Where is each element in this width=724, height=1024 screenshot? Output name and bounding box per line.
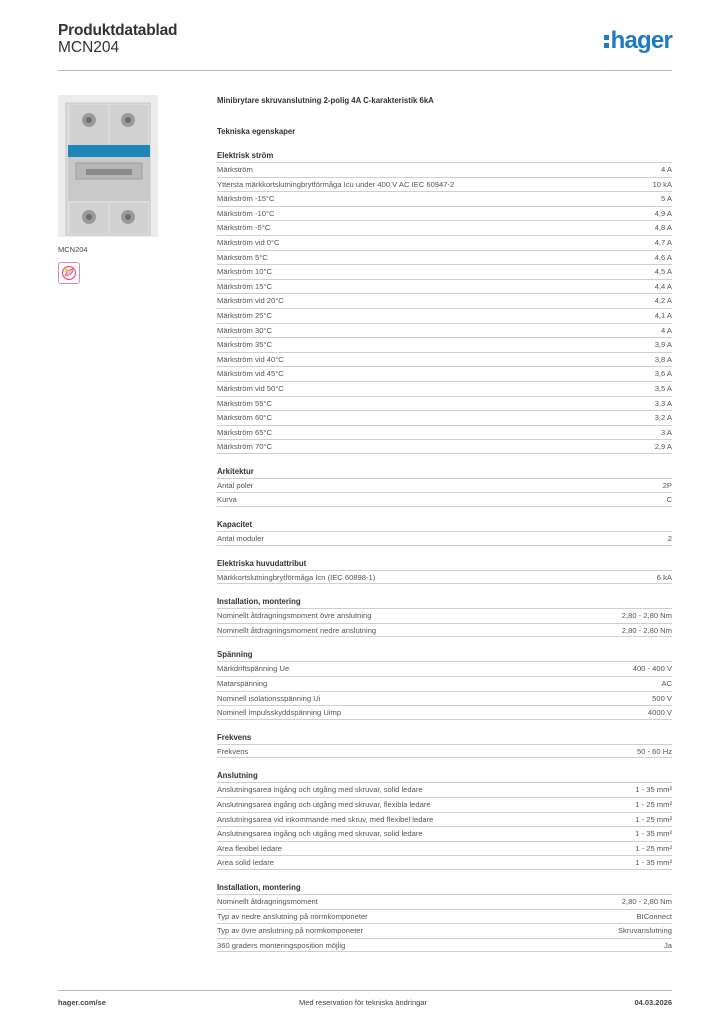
spec-value: 2,80 - 2,80 Nm [621, 611, 672, 621]
spec-row [217, 191, 672, 206]
spec-label: Nominellt åtdragningsmoment [217, 896, 318, 906]
spec-row [217, 492, 672, 507]
spec-row [217, 661, 672, 676]
spec-label: Anslutningsarea ingång och utgång med skruvar, flexibla ledare [217, 800, 431, 809]
spec-value: 4,8 A [654, 223, 672, 233]
spec-label: Antal moduler [217, 534, 264, 544]
spec-value: 500 V [652, 693, 672, 703]
spec-row [217, 923, 672, 938]
spec-section [217, 649, 672, 719]
spec-label: Antal poler [217, 480, 254, 490]
spec-row [217, 162, 672, 177]
spec-sections [217, 150, 672, 952]
spec-value: 4,5 A [654, 267, 672, 277]
spec-value: Skruvanslutning [617, 926, 672, 936]
spec-row [217, 909, 672, 924]
spec-label: Märkström -10°C [217, 208, 275, 218]
spec-label: Märkström vid 50°C [217, 383, 284, 393]
spec-label: Märkström 5°C [217, 252, 268, 262]
spec-row [217, 439, 672, 454]
spec-label: Typ av nedre anslutning på normkomponeter [217, 911, 368, 921]
document-title: Produktdatablad [58, 22, 178, 39]
spec-row [217, 676, 672, 691]
spec-label: Märkström 55°C [217, 398, 272, 408]
spec-row [217, 410, 672, 425]
spec-value: 3,8 A [654, 354, 672, 364]
spec-row [217, 308, 672, 323]
spec-label: Märkström 60°C [217, 413, 272, 423]
section-title: Installation, montering [217, 882, 301, 892]
spec-section [217, 732, 672, 759]
header-divider [58, 70, 672, 71]
spec-row [217, 797, 672, 812]
spec-row [217, 323, 672, 338]
section-title: Anslutning [217, 771, 258, 781]
spec-label: Anslutningsarea vid inkommande med skruv, med flexibel ledare [217, 814, 434, 824]
section-title: Installation, montering [217, 597, 301, 607]
spec-value: 4,6 A [654, 252, 672, 262]
spec-row [217, 782, 672, 797]
spec-section [217, 558, 672, 585]
spec-label: Area flexibel ledare [217, 843, 283, 853]
spec-value: 4 A [661, 165, 672, 174]
spec-section [217, 150, 672, 454]
spec-row [217, 691, 672, 706]
spec-value: 50 - 60 Hz [636, 746, 672, 756]
spec-row [217, 381, 672, 396]
spec-label: Märkström 65°C [217, 427, 272, 437]
spec-table [217, 782, 672, 870]
section-title: Elektrisk ström [217, 151, 274, 160]
spec-value: 3,6 A [654, 369, 672, 379]
product-sidebar [58, 95, 158, 284]
spec-label: Nominellt åtdragningsmoment övre anslutning [217, 611, 372, 621]
spec-label: Märkström vid 0°C [217, 237, 280, 247]
spec-value: C [666, 495, 672, 505]
spec-value: 2,9 A [654, 442, 672, 452]
product-code: MCN204 [58, 39, 120, 56]
specs-title: Tekniska egenskaper [217, 127, 296, 136]
spec-value: 4 A [661, 325, 672, 335]
spec-label: Märkström 10°C [217, 267, 272, 277]
spec-row [217, 220, 672, 235]
spec-label: Märkström 30°C [217, 325, 272, 335]
spec-row [217, 855, 672, 870]
spec-row [217, 337, 672, 352]
spec-row [217, 279, 672, 294]
spec-label: Anslutningsarea ingång och utgång med skruvar, solid ledare [217, 829, 423, 839]
spec-value: 4,9 A [654, 208, 672, 218]
spec-value: 3,5 A [654, 383, 672, 393]
spec-label: Märkström vid 40°C [217, 354, 284, 364]
spec-table [217, 162, 672, 454]
spec-section [217, 596, 672, 637]
eco-leaf-icon [61, 265, 77, 281]
spec-value: Ja [663, 940, 672, 950]
spec-label: Area solid ledare [217, 858, 274, 868]
spec-label: Märkkortslutningbrytförmåga Icn (IEC 60898-1) [217, 572, 376, 582]
spec-row [217, 425, 672, 440]
environment-product-badge-icon [58, 262, 80, 284]
spec-row [217, 623, 672, 638]
product-name: Minibrytare skruvanslutning 2-polig 4A C-karakteristik 6kA [217, 96, 434, 105]
spec-section [217, 466, 672, 507]
spec-row [217, 812, 672, 827]
spec-table [217, 531, 672, 546]
spec-row [217, 744, 672, 759]
spec-value: 1 - 25 mm² [635, 843, 672, 853]
product-caption: MCN204 [58, 245, 88, 254]
spec-label: Märkdriftspänning Ue [217, 664, 290, 674]
spec-row [217, 235, 672, 250]
spec-value: 10 kA [652, 179, 672, 189]
spec-section [217, 519, 672, 546]
spec-row [217, 894, 672, 909]
spec-label: Frekvens [217, 746, 249, 756]
spec-label: Märkström -15°C [217, 194, 275, 204]
spec-value: 1 - 35 mm² [635, 829, 672, 839]
spec-table [217, 478, 672, 507]
spec-label: Anslutningsarea ingång och utgång med skruvar, solid ledare [217, 785, 423, 795]
logo-dots-icon [604, 35, 610, 51]
spec-table [217, 608, 672, 637]
spec-row [217, 608, 672, 623]
spec-table [217, 570, 672, 585]
spec-value: 5 A [661, 194, 672, 204]
spec-row [217, 478, 672, 493]
spec-value: 4000 V [647, 708, 672, 718]
spec-row [217, 366, 672, 381]
footer-disclaimer: Med reservation för tekniska ändringar [299, 998, 427, 1007]
section-title: Kapacitet [217, 520, 253, 530]
hager-logo [604, 28, 672, 54]
spec-value: 4,7 A [654, 237, 672, 247]
spec-label: 360 graders monteringsposition möjlig [217, 940, 346, 950]
section-title: Spänning [217, 650, 253, 660]
spec-label: Kurva [217, 495, 237, 505]
spec-value: 6 kA [656, 572, 672, 582]
spec-table [217, 894, 672, 952]
logo-text: hager [610, 27, 672, 54]
spec-label: Märkström 15°C [217, 281, 272, 291]
spec-row [217, 938, 672, 953]
spec-row [217, 264, 672, 279]
spec-label: Märkström [217, 165, 253, 174]
spec-label: Märkström vid 45°C [217, 369, 284, 379]
spec-section [217, 882, 672, 952]
spec-value: 1 - 25 mm² [635, 814, 672, 824]
spec-value: 400 - 400 V [632, 664, 672, 674]
spec-label: Nominell impulsskyddspänning Uimp [217, 708, 342, 718]
spec-value: 2 [667, 534, 672, 544]
spec-value: 4,1 A [654, 310, 672, 320]
spec-value: 1 - 35 mm² [635, 858, 672, 868]
spec-table [217, 744, 672, 759]
spec-value: 2,80 - 2,80 Nm [621, 896, 672, 906]
section-title: Arkitektur [217, 466, 254, 476]
footer-divider [58, 990, 672, 991]
spec-row [217, 293, 672, 308]
spec-row [217, 177, 672, 192]
spec-label: Matarspänning [217, 679, 268, 689]
spec-value: 4,4 A [654, 281, 672, 291]
spec-row [217, 826, 672, 841]
spec-value: 1 - 35 mm² [635, 785, 672, 795]
footer-date: 04.03.2026 [634, 998, 672, 1007]
spec-value: 3,2 A [654, 413, 672, 423]
spec-value: AC [661, 679, 672, 689]
spec-table [217, 661, 672, 719]
spec-row [217, 705, 672, 720]
spec-value: 1 - 25 mm² [635, 800, 672, 809]
circuit-breaker-icon [58, 95, 158, 237]
spec-value: 3 A [661, 427, 672, 437]
spec-label: Märkström 70°C [217, 442, 272, 452]
spec-label: Märkström -5°C [217, 223, 271, 233]
spec-row [217, 250, 672, 265]
spec-value: 4,2 A [654, 296, 672, 306]
section-title: Frekvens [217, 732, 252, 742]
spec-value: 3,3 A [654, 398, 672, 408]
document-header [58, 22, 672, 68]
spec-row [217, 396, 672, 411]
spec-row [217, 841, 672, 856]
product-image [58, 95, 158, 237]
spec-section [217, 770, 672, 870]
spec-row [217, 352, 672, 367]
spec-label: Nominellt åtdragningsmoment nedre anslutning [217, 625, 377, 635]
spec-label: Märkström 25°C [217, 310, 272, 320]
spec-label: Märkström vid 20°C [217, 296, 284, 306]
spec-label: Nominell isolationsspänning Ui [217, 693, 321, 703]
spec-label: Yttersta märkkortslutningbrytförmåga Icu under 400 V AC IEC 60947-2 [217, 179, 455, 189]
spec-row [217, 570, 672, 585]
spec-value: 2P [662, 480, 672, 490]
spec-value: 3,9 A [654, 340, 672, 350]
spec-value: 2,80 - 2,80 Nm [621, 625, 672, 635]
footer-website[interactable]: hager.com/se [58, 998, 106, 1007]
spec-content [217, 94, 672, 952]
section-title: Elektriska huvudattribut [217, 558, 307, 568]
spec-row [217, 206, 672, 221]
spec-label: Märkström 35°C [217, 340, 272, 350]
spec-label: Typ av övre anslutning på normkomponeter [217, 926, 364, 936]
spec-row [217, 531, 672, 546]
spec-value: BIConnect [636, 911, 672, 921]
